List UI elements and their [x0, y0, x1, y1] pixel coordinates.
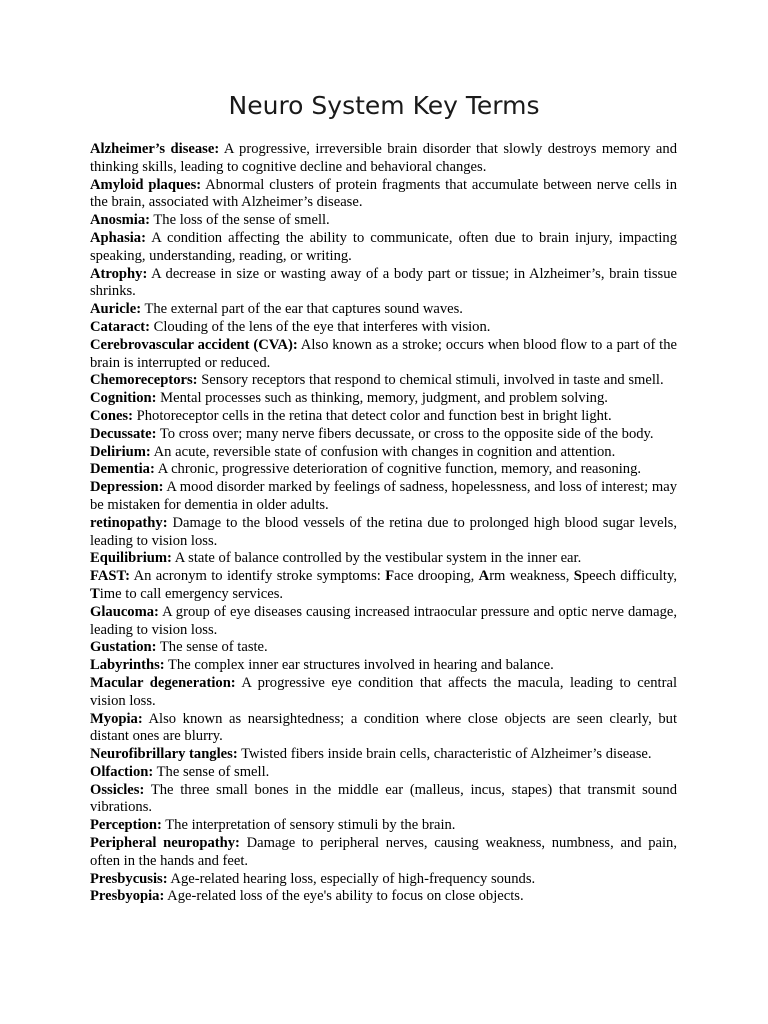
term-definition: Sensory receptors that respond to chemical stimuli, involved in taste and smell. [201, 372, 664, 389]
term-name: Cataract: [90, 318, 150, 335]
term-definition: To cross over; many nerve fibers decussate, or cross to the opposite side of the body. [159, 425, 654, 442]
term-name: Myopia: [90, 710, 143, 727]
term-entry [90, 444, 677, 462]
fast-letter-a: A [478, 568, 490, 585]
term-entry [90, 746, 677, 764]
fast-rest-s: peech difficulty, [581, 568, 677, 585]
fast-letter-t: T [90, 585, 100, 602]
term-name: Depression: [90, 479, 164, 496]
term-definition: Damage to the blood vessels of the retina due to prolonged high blood sugar levels, leading to vision loss. [90, 514, 677, 549]
page-title: Neuro System Key Terms [228, 91, 540, 120]
term-entry [90, 212, 677, 230]
term-name: Auricle: [90, 301, 142, 318]
fast-lead: An acronym to identify stroke symptoms: [133, 568, 386, 585]
term-name: retinopathy: [90, 514, 168, 531]
term-entry [90, 817, 677, 835]
term-name: Perception: [90, 817, 162, 834]
term-entry [90, 888, 677, 906]
term-definition: A progressive eye condition that affects the macula, leading to central vision loss. [90, 674, 678, 709]
term-entry [90, 408, 677, 426]
term-entry [90, 675, 677, 711]
term-name: Macular degeneration: [90, 674, 236, 691]
term-name: Neurofibrillary tangles: [90, 746, 238, 763]
term-entry [90, 141, 677, 177]
term-definition: The three small bones in the middle ear (malleus, incus, stapes) that transmit sound vibrations. [90, 781, 677, 816]
term-definition: The complex inner ear structures involved in hearing and balance. [168, 657, 554, 674]
term-name: Glaucoma: [90, 603, 159, 620]
term-definition: Age-related hearing loss, especially of high-frequency sounds. [170, 870, 536, 887]
term-definition: The sense of smell. [156, 763, 270, 780]
term-entry [90, 230, 677, 266]
term-entry [90, 871, 677, 889]
term-name: Cones: [90, 407, 133, 424]
term-entry [90, 266, 677, 302]
term-entry [90, 550, 677, 568]
term-definition: A state of balance controlled by the vestibular system in the inner ear. [174, 550, 582, 567]
fast-rest-t: ime to call emergency services. [99, 585, 284, 602]
term-name: Cognition: [90, 390, 157, 407]
term-name: Dementia: [90, 461, 155, 478]
term-name: FAST: [90, 568, 130, 585]
term-definition: A progressive, irreversible brain disorder that slowly destroys memory and thinking skills, leading to cognitive decline and behavioral changes. [90, 141, 677, 175]
term-entry [90, 301, 677, 319]
term-definition: A mood disorder marked by feelings of sadness, hopelessness, and loss of interest; may be mistaken for dementia in older adults. [90, 479, 677, 513]
term-entry [90, 479, 677, 515]
term-definition: Age-related loss of the eye's ability to focus on close objects. [167, 888, 524, 905]
term-name: Atrophy: [90, 265, 148, 282]
term-name: Delirium: [90, 443, 151, 460]
term-name: Aphasia: [90, 229, 146, 246]
term-entry [90, 835, 677, 871]
fast-rest-a: rm weakness, [489, 568, 574, 585]
term-name: Presbycusis: [90, 870, 168, 887]
term-name: Decussate: [90, 425, 157, 442]
term-name: Peripheral neuropathy: [90, 835, 240, 852]
term-entry [90, 390, 677, 408]
term-entry [90, 657, 677, 675]
term-definition: The interpretation of sensory stimuli by the brain. [165, 817, 456, 834]
term-entry [90, 319, 677, 337]
term-name: Labyrinths: [90, 657, 165, 674]
term-entry [90, 372, 677, 390]
fast-letter-f: F [385, 568, 395, 585]
term-name: Presbyopia: [90, 888, 165, 905]
term-entry [90, 604, 677, 640]
term-name: Anosmia: [90, 212, 150, 229]
term-name: Ossicles: [90, 781, 145, 798]
term-entry [90, 782, 677, 818]
term-name: Amyloid plaques: [90, 176, 202, 193]
term-entry-fast [90, 568, 677, 604]
term-entry [90, 515, 677, 551]
term-definition: A decrease in size or wasting away of a body part or tissue; in Alzheimer’s, brain tissue shrinks. [90, 265, 678, 300]
term-definition: Damage to peripheral nerves, causing weakness, numbness, and pain, often in the hands and feet. [90, 835, 677, 869]
term-entry [90, 337, 677, 373]
term-name: Equilibrium: [90, 550, 172, 567]
term-name: Chemoreceptors: [90, 372, 198, 389]
term-name: Cerebrovascular accident (CVA): [90, 336, 298, 353]
term-definition: Abnormal clusters of protein fragments that accumulate between nerve cells in the brain, associated with Alzheimer’s disease. [90, 176, 677, 211]
term-definition: A chronic, progressive deterioration of cognitive function, memory, and reasoning. [157, 461, 642, 478]
term-entry [90, 426, 677, 444]
term-definition: Mental processes such as thinking, memory, judgment, and problem solving. [160, 390, 608, 407]
term-entry [90, 764, 677, 782]
fast-letter-s: S [573, 568, 582, 585]
term-definition: An acute, reversible state of confusion with changes in cognition and attention. [153, 443, 616, 460]
term-name: Gustation: [90, 639, 157, 656]
term-definition: A group of eye diseases causing increased intraocular pressure and optic nerve damage, leading to vision loss. [90, 603, 677, 638]
term-entry [90, 177, 677, 213]
term-definition: Also known as nearsightedness; a condition where close objects are seen clearly, but distant ones are blurry. [90, 710, 677, 745]
term-entry [90, 711, 677, 747]
term-definition: Photoreceptor cells in the retina that detect color and function best in bright light. [136, 407, 612, 424]
fast-rest-f: ace drooping, [394, 568, 479, 585]
term-entry [90, 639, 677, 657]
term-definition: Twisted fibers inside brain cells, characteristic of Alzheimer’s disease. [241, 746, 652, 763]
terms-list [90, 141, 677, 906]
term-definition: Clouding of the lens of the eye that interferes with vision. [153, 318, 491, 335]
term-definition: The external part of the ear that captures sound waves. [144, 301, 463, 318]
term-entry [90, 461, 677, 479]
term-definition: A condition affecting the ability to communicate, often due to brain injury, impacting speaking, understanding, reading, or writing. [90, 229, 678, 264]
term-name: Alzheimer’s disease: [90, 141, 220, 157]
term-definition: The loss of the sense of smell. [153, 212, 330, 229]
term-definition: Also known as a stroke; occurs when blood flow to a part of the brain is interrupted or reduced. [90, 336, 678, 371]
term-name: Olfaction: [90, 763, 154, 780]
term-definition: The sense of taste. [159, 639, 268, 656]
